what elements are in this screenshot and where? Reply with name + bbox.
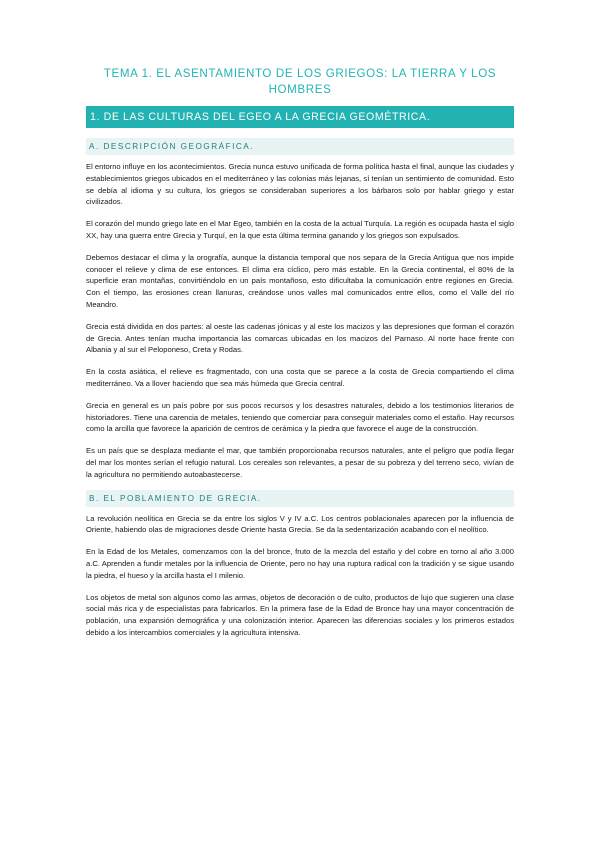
paragraph: En la costa asiática, el relieve es fragmentado, con una costa que se parece a la costa de Grecia compartiendo el clima mediterráneo. Va a llover haciendo que sea más húmeda que Grecia central.: [86, 367, 514, 388]
paragraph: El corazón del mundo griego late en el Mar Egeo, también en la costa de la actual Turquía. La región es ocupada hasta el siglo XX, hay una guerra entre Grecia y Turquí, en la que esta última termina ganando y los griegos son expulsados.: [86, 219, 514, 240]
paragraph: Grecia en general es un país pobre por sus pocos recursos y los desastres naturales, debido a los testimonios literarios de historiadores. Tiene una carencia de metales, teniendo que comerciar para conseguir materiales como el estaño. Hay recursos como la arcilla que favorece la aparición de centros de cerámica y la piedra que favorece el auge de la construcción.: [86, 400, 514, 434]
subsection-b-heading: B. EL POBLAMIENTO DE GRECIA.: [86, 490, 514, 507]
subsection-a-heading: A. DESCRIPCIÓN GEOGRÁFICA.: [86, 138, 514, 155]
paragraph: Los objetos de metal son algunos como las armas, objetos de decoración o de culto, productos de lujo que sugieren una clase social más rica y de especialistas para fabricarlos. En la primera fase de la Edad de Bronce hay una mayor concentración de población, una expansión demográfica y una colonización interior. Aparecen las diferencias sociales y los primeros estados debido a los intercambios comerciales y la agricultura intensiva.: [86, 592, 514, 637]
paragraph: La revolución neolítica en Grecia se da entre los siglos V y IV a.C. Los centros poblacionales aparecen por la influencia de Oriente, habiendo olas de migraciones desde Oriente hasta Grecia. Se da la sedentarización acabando con el neolítico.: [86, 513, 514, 535]
paragraph: Debemos destacar el clima y la orografía, aunque la distancia temporal que nos separa de la Grecia Antigua que nos impide conocer el relieve y clima de ese entonces. El clima era cíclico, pero más estable. En la Grecia continental, el 80% de la superficie eran montañas, convirtiéndolo en un país montañoso, esto dificultaba la comunicación entre regiones en Grecia. Con el tiempo, las erosiones crean llanuras, creándose unos valles mal comunicados entre ellos, como el Valle del río Meandro.: [86, 252, 514, 309]
paragraph: En la Edad de los Metales, comenzamos con la del bronce, fruto de la mezcla del estaño y del cobre en torno al año 3.000 a.C. Aprenden a fundir metales por la influencia de Oriente, pero no hay una ruptura radical con la tradición y se sigue usando la piedra, el hueso y la arcilla hasta el I milenio.: [86, 547, 514, 580]
document-title: TEMA 1. EL ASENTAMIENTO DE LOS GRIEGOS: LA TIERRA Y LOS HOMBRES: [103, 67, 497, 96]
paragraph: Es un país que se desplaza mediante el mar, que también proporcionaba recursos naturales, ante el peligro que podía llegar del mar los montes serían el refugio natural. Los cereales son relevantes, a pesar de su pobreza y del terreno seco, vivían de la agricultura no permitiendo autoabastecerse.: [86, 446, 514, 479]
section-heading: 1. DE LAS CULTURAS DEL EGEO A LA GRECIA GEOMÉTRICA.: [86, 106, 514, 128]
paragraph: El entorno influye en los acontecimientos. Grecia nunca estuvo unificada de forma política hasta el final, aunque las ciudades y establecimientos griegos ubicados en el mediterráneo y las colonias más lejanas, sí tenían un sentimiento de comunidad. Esto se debía al idioma y su cultura, los griegos se consideraban superiores a los bárbaros solo por hablar griego y estar civilizados.: [86, 162, 514, 207]
document-page: [86, 66, 514, 649]
paragraph: Grecia está dividida en dos partes: al oeste las cadenas jónicas y al este los macizos y las depresiones que forman el corazón de Grecia. Antes tenían mucha importancia las comarcas ubicadas en los macizos del Parnaso. Al norte hace frente con Albania y al sur el Peloponeso, Creta y Rodas.: [86, 321, 514, 355]
